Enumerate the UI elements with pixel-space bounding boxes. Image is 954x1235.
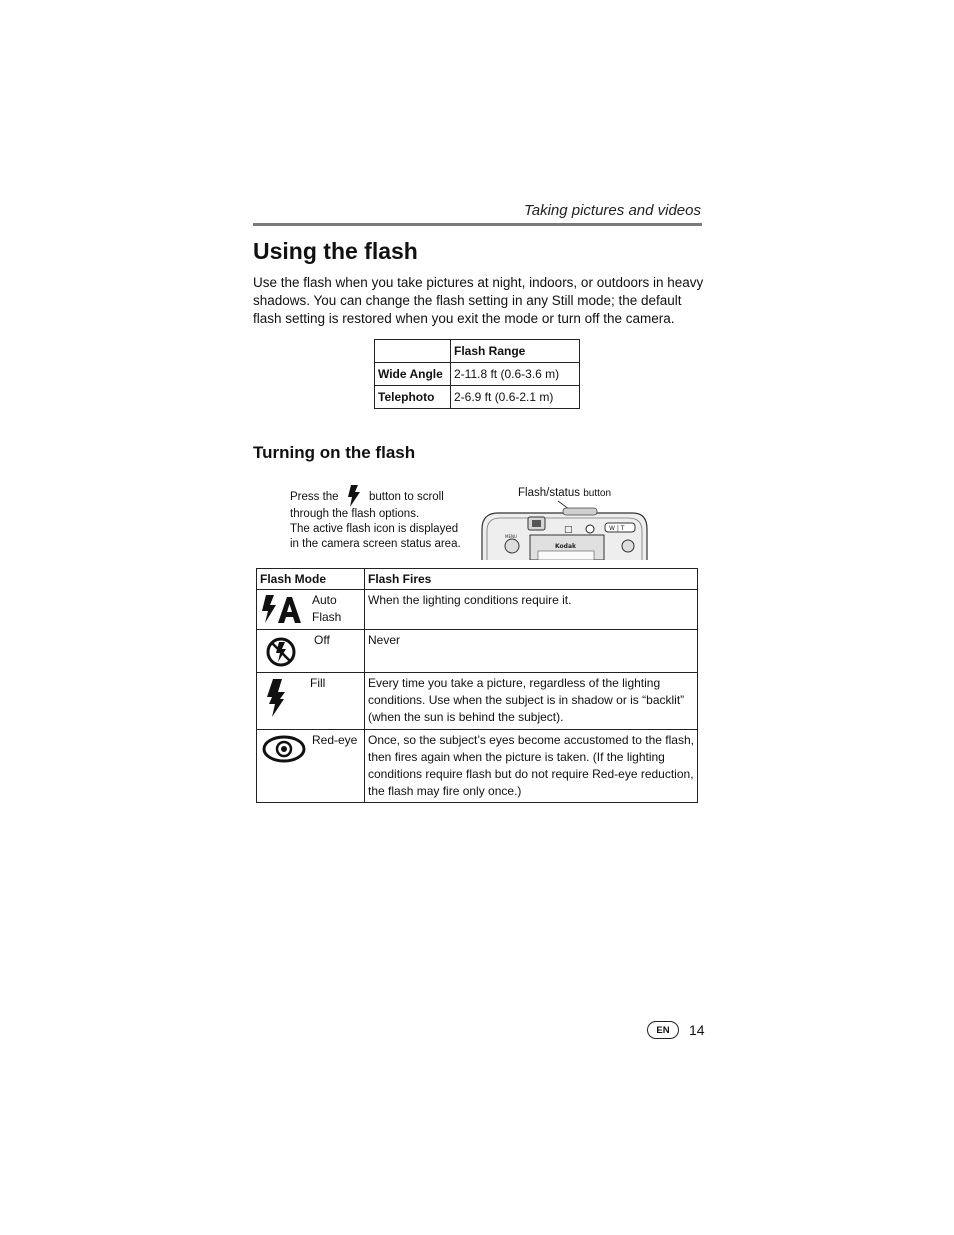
column-header: Flash Fires (365, 569, 698, 590)
svg-text:W | T: W | T (609, 525, 625, 532)
mode-cell-inner (260, 592, 361, 626)
flash-instruction (290, 485, 461, 552)
instruction-text: Press the (290, 491, 339, 503)
table-row (257, 673, 698, 730)
fires-description: Never (365, 630, 698, 673)
instruction-line (290, 485, 461, 507)
mode-cell (257, 630, 365, 673)
camera-brand: Kodak (555, 543, 576, 550)
camera-back-illustration (478, 499, 653, 560)
flash-off-icon (260, 632, 308, 668)
table-header-row (257, 569, 698, 590)
red-eye-icon (260, 732, 308, 764)
table-row (375, 386, 580, 409)
page-title: Using the flash (253, 238, 418, 264)
mode-name: Auto Flash (312, 593, 342, 624)
auto-flash-icon (260, 592, 308, 626)
intro-paragraph: Use the flash when you take pictures at night, indoors, or outdoors in heavy shadows. You can change the flash setting in any Still mode; the default flash setting is restored when you exit the mode or turn off the camera. (253, 275, 704, 326)
range-header: Flash Range (451, 340, 580, 363)
mode-cell (257, 673, 365, 730)
column-header: Flash Mode (257, 569, 365, 590)
section-subtitle: Turning on the flash (253, 443, 416, 462)
page-footer (647, 1021, 705, 1039)
instruction-line: in the camera screen status area. (290, 538, 461, 550)
table-row (257, 630, 698, 673)
label-small: button (583, 488, 612, 499)
label-main: Flash/status (518, 487, 580, 499)
fill-flash-icon (260, 675, 308, 719)
table-row (257, 730, 698, 803)
flash-status-label (518, 487, 611, 499)
fires-description: Once, so the subject’s eyes become accustomed to the flash, then fires again when the picture is taken. (If the lighting conditions require flash but do not require Red-eye reduction, the flash may fire only once.) (365, 730, 698, 803)
mode-cell-inner (260, 675, 361, 719)
mode-cell-inner (260, 732, 361, 764)
instruction-text: button to scroll (368, 491, 444, 503)
range-label: Wide Angle (375, 363, 451, 386)
fires-description: Every time you take a picture, regardless of the lighting conditions. Use when the subject is in shadow or is “backlit” (when the sun is behind the subject). (365, 673, 698, 730)
section-header: Taking pictures and videos (523, 202, 701, 219)
table-row (375, 340, 580, 363)
mode-cell (257, 590, 365, 630)
mode-name: Off (314, 633, 330, 647)
range-value: 2-6.9 ft (0.6-2.1 m) (451, 386, 580, 409)
table-row (375, 363, 580, 386)
fires-description: When the lighting conditions require it. (365, 590, 698, 630)
flash-range-table (374, 339, 580, 409)
flash-bolt-icon (346, 485, 362, 507)
svg-text:□: □ (564, 525, 573, 535)
mode-name: Red-eye (312, 733, 358, 747)
instruction-line: The active flash icon is displayed (290, 523, 459, 535)
instruction-line: through the flash options. (290, 508, 420, 520)
range-label: Telephoto (375, 386, 451, 409)
language-badge: EN (647, 1021, 679, 1039)
header-divider (253, 223, 702, 226)
table-cell-empty (375, 340, 451, 363)
mode-cell (257, 730, 365, 803)
table-row (257, 590, 698, 630)
range-value: 2-11.8 ft (0.6-3.6 m) (451, 363, 580, 386)
page-number: 14 (689, 1022, 705, 1038)
mode-cell-inner (260, 632, 361, 668)
svg-text:MENU: MENU (505, 534, 517, 539)
mode-name: Fill (310, 676, 326, 690)
flash-mode-table (256, 568, 698, 803)
